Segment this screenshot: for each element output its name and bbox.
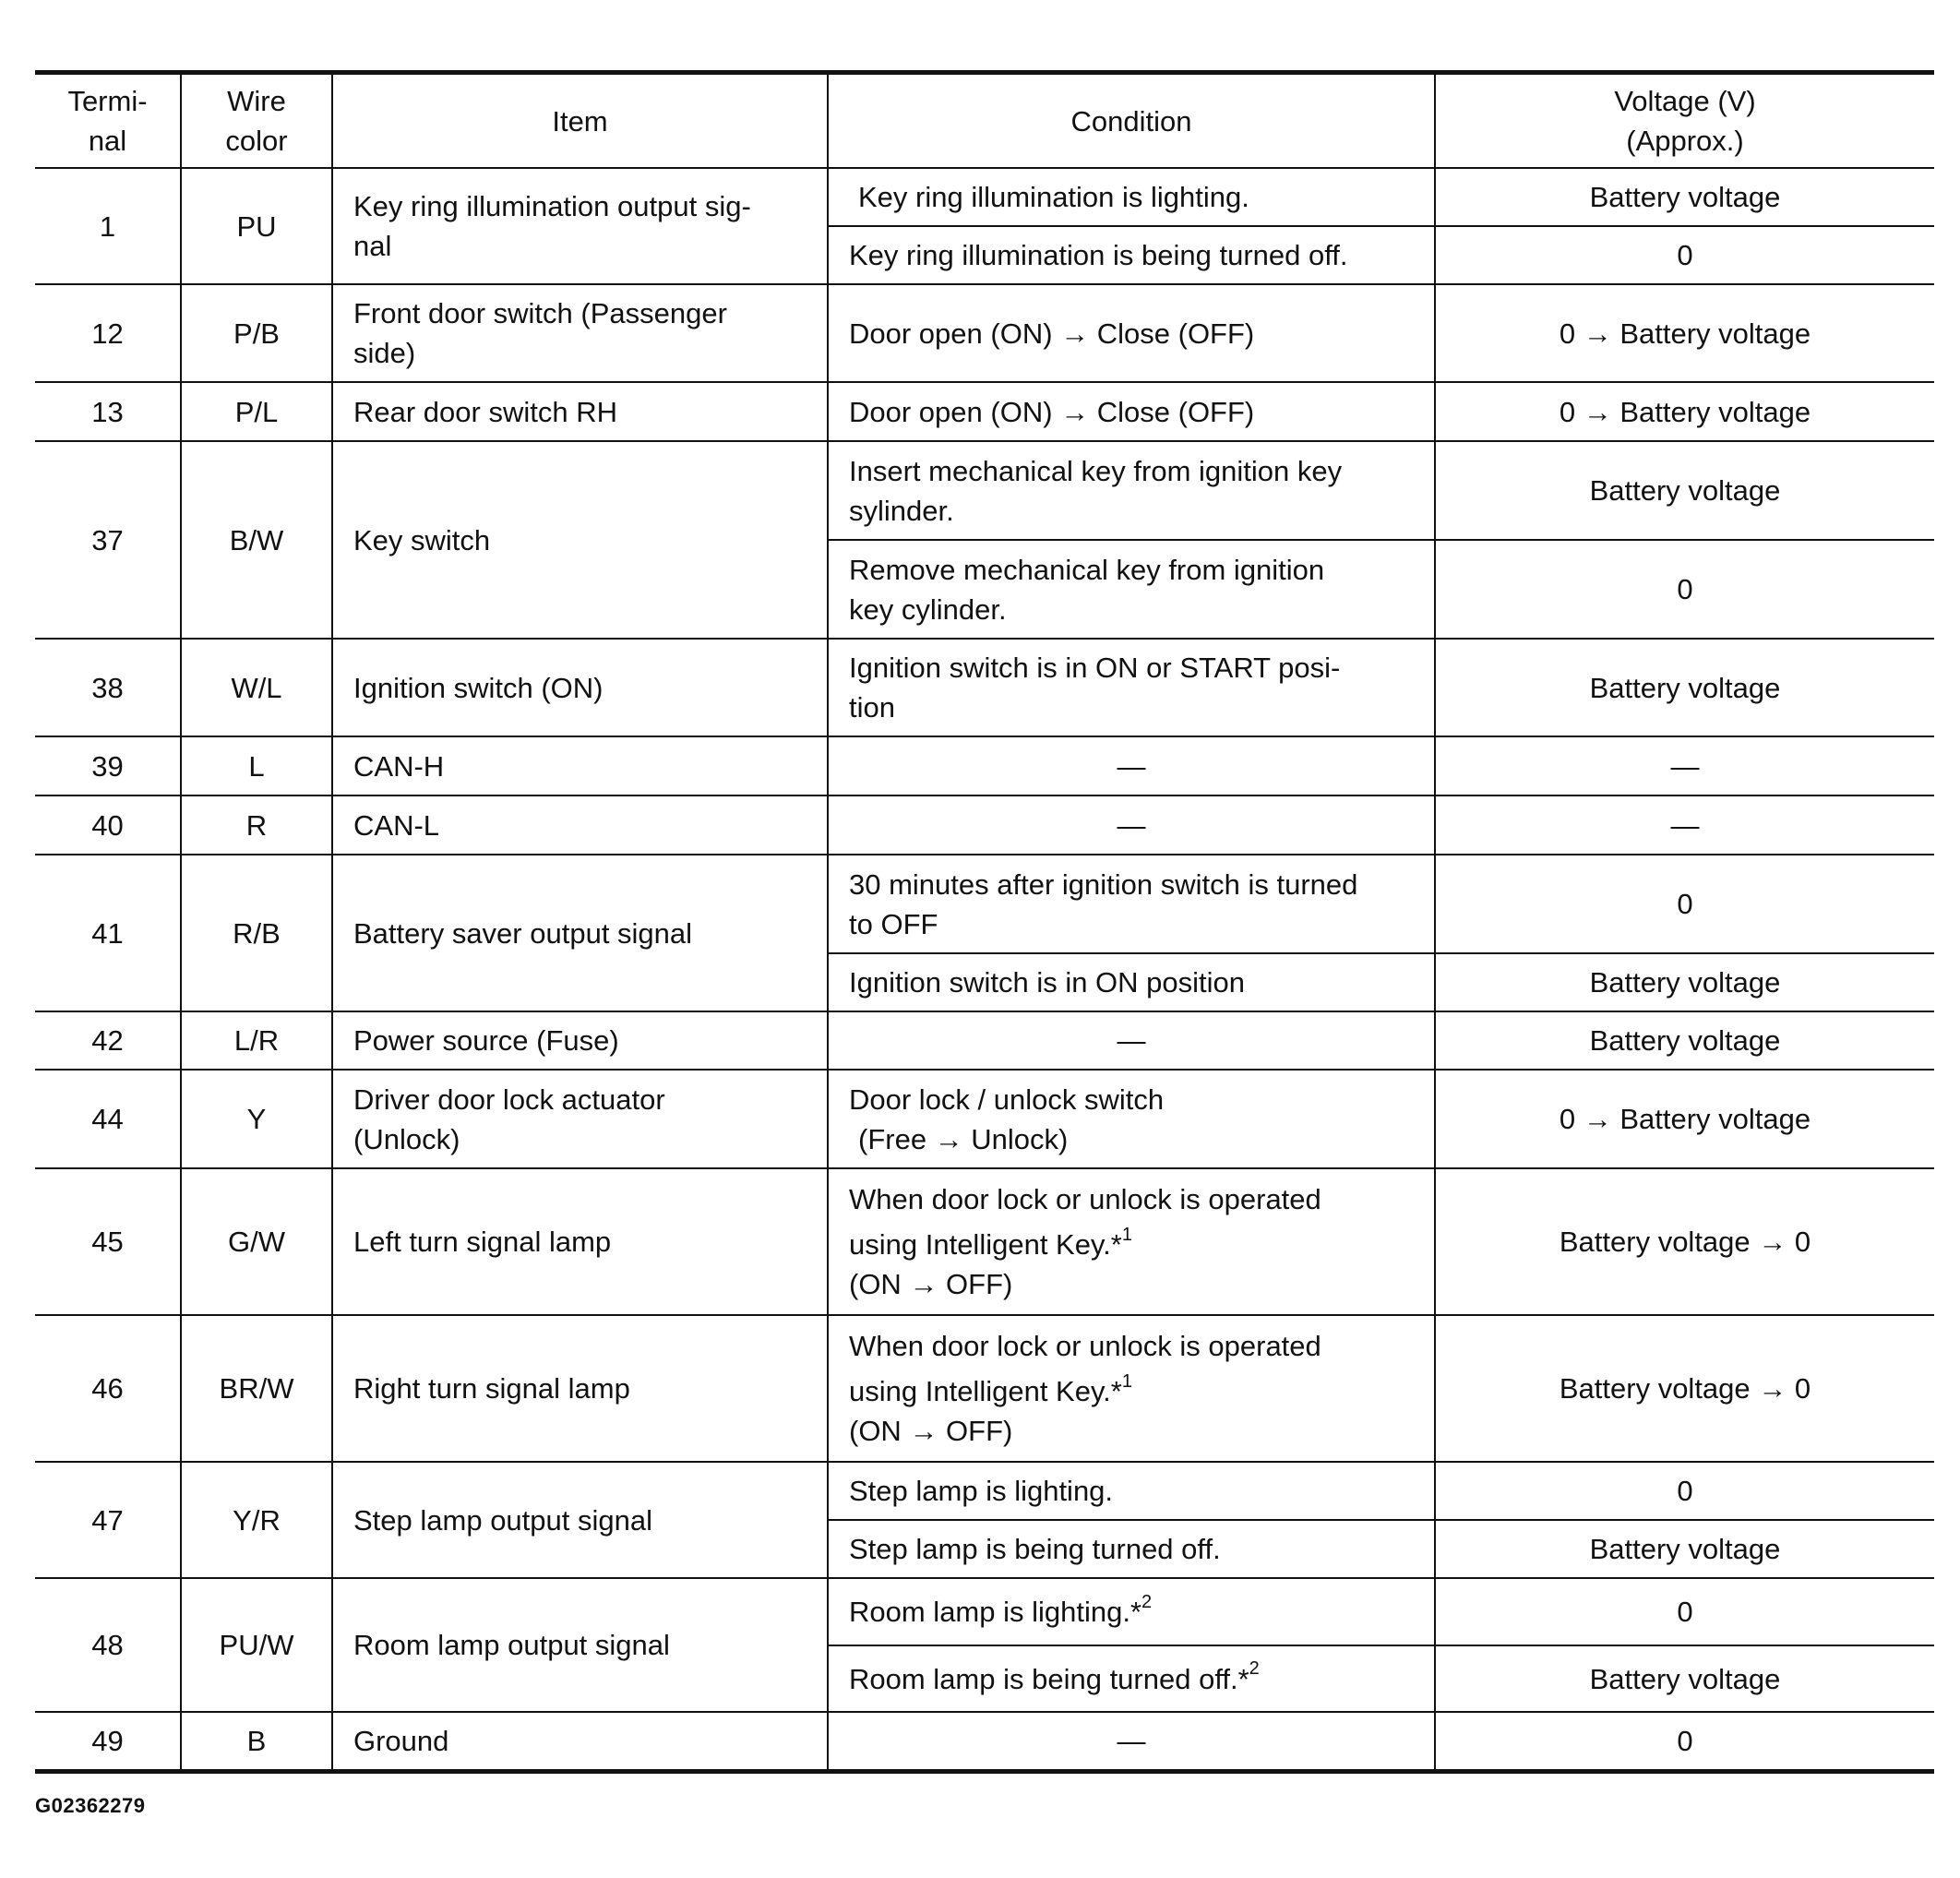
condition-cell: Room lamp is lighting.*$^2$: [828, 1578, 1435, 1645]
terminal-cell: 42: [35, 1011, 181, 1070]
wire-color-cell: Y: [181, 1070, 332, 1168]
wire-color-cell: P/L: [181, 382, 332, 441]
condition-cell: —: [828, 795, 1435, 855]
voltage-cell: 0 → Battery voltage: [1435, 284, 1934, 382]
item-cell: Battery saver output signal: [332, 855, 828, 1011]
terminal-cell: 48: [35, 1578, 181, 1712]
voltage-cell: Battery voltage: [1435, 441, 1934, 540]
wire-color-cell: PU/W: [181, 1578, 332, 1712]
header-item: Item: [332, 73, 828, 169]
table-row: [35, 1462, 1934, 1520]
table-row: [35, 855, 1934, 953]
item-cell: Driver door lock actuator (Unlock): [332, 1070, 828, 1168]
condition-cell: Door open (ON) → Close (OFF): [828, 382, 1435, 441]
wire-color-cell: BR/W: [181, 1315, 332, 1462]
wire-color-cell: PU: [181, 168, 332, 284]
table-row: [35, 639, 1934, 736]
terminal-table: [35, 70, 1934, 1774]
voltage-cell: 0: [1435, 1462, 1934, 1520]
table-row: [35, 1315, 1934, 1462]
table-row: [35, 1712, 1934, 1771]
wire-color-cell: Y/R: [181, 1462, 332, 1578]
footnote-marker: 1: [1121, 1224, 1132, 1245]
item-cell: Power source (Fuse): [332, 1011, 828, 1070]
terminal-cell: 45: [35, 1168, 181, 1315]
item-cell: CAN-H: [332, 736, 828, 795]
condition-cell: When door lock or unlock is operated using Intelligent Key.*$^1$ (ON → OFF): [828, 1315, 1435, 1462]
table-row: [35, 1578, 1934, 1645]
item-cell: CAN-L: [332, 795, 828, 855]
condition-cell: Door open (ON) → Close (OFF): [828, 284, 1435, 382]
condition-cell: —: [828, 736, 1435, 795]
table-row: [35, 1168, 1934, 1315]
item-cell: Rear door switch RH: [332, 382, 828, 441]
wire-color-cell: W/L: [181, 639, 332, 736]
wire-color-cell: P/B: [181, 284, 332, 382]
voltage-cell: 0 → Battery voltage: [1435, 1070, 1934, 1168]
wire-color-cell: L/R: [181, 1011, 332, 1070]
table-row: [35, 736, 1934, 795]
condition-cell: Door lock / unlock switch (Free → Unlock): [828, 1070, 1435, 1168]
wire-color-cell: R/B: [181, 855, 332, 1011]
voltage-cell: Battery voltage → 0: [1435, 1315, 1934, 1462]
condition-cell: 30 minutes after ignition switch is turned to OFF: [828, 855, 1435, 953]
voltage-cell: Battery voltage: [1435, 953, 1934, 1011]
header-row: [35, 73, 1934, 169]
wire-color-cell: B/W: [181, 441, 332, 639]
figure-id: G02362279: [35, 1794, 146, 1817]
terminal-cell: 38: [35, 639, 181, 736]
condition-cell: —: [828, 1011, 1435, 1070]
terminal-cell: 13: [35, 382, 181, 441]
item-cell: Step lamp output signal: [332, 1462, 828, 1578]
voltage-cell: Battery voltage: [1435, 1645, 1934, 1712]
item-cell: Room lamp output signal: [332, 1578, 828, 1712]
voltage-cell: —: [1435, 795, 1934, 855]
terminal-cell: 46: [35, 1315, 181, 1462]
table-row: [35, 1070, 1934, 1168]
terminal-cell: 49: [35, 1712, 181, 1771]
footnote-marker: 2: [1249, 1658, 1260, 1680]
voltage-cell: Battery voltage: [1435, 639, 1934, 736]
voltage-cell: Battery voltage: [1435, 168, 1934, 226]
wire-color-cell: R: [181, 795, 332, 855]
condition-cell: Room lamp is being turned off.*$^2$: [828, 1645, 1435, 1712]
voltage-cell: —: [1435, 736, 1934, 795]
item-cell: Key switch: [332, 441, 828, 639]
item-cell: Key ring illumination output sig- nal: [332, 168, 828, 284]
header-voltage: Voltage (V) (Approx.): [1435, 73, 1934, 169]
terminal-cell: 40: [35, 795, 181, 855]
terminal-cell: 41: [35, 855, 181, 1011]
terminal-cell: 1: [35, 168, 181, 284]
table-row: [35, 168, 1934, 226]
wire-color-cell: G/W: [181, 1168, 332, 1315]
condition-cell: Key ring illumination is lighting.: [828, 168, 1435, 226]
item-cell: Right turn signal lamp: [332, 1315, 828, 1462]
header-wire-color: Wire color: [181, 73, 332, 169]
table-row: [35, 795, 1934, 855]
voltage-cell: Battery voltage: [1435, 1520, 1934, 1578]
table-row: [35, 382, 1934, 441]
voltage-cell: Battery voltage: [1435, 1011, 1934, 1070]
voltage-cell: 0: [1435, 855, 1934, 953]
table-row: [35, 284, 1934, 382]
item-cell: Left turn signal lamp: [332, 1168, 828, 1315]
item-cell: Ignition switch (ON): [332, 639, 828, 736]
condition-cell: Insert mechanical key from ignition key sylinder.: [828, 441, 1435, 540]
terminal-cell: 12: [35, 284, 181, 382]
table-row: [35, 441, 1934, 540]
table-row: [35, 1011, 1934, 1070]
condition-cell: Ignition switch is in ON position: [828, 953, 1435, 1011]
header-condition: Condition: [828, 73, 1435, 169]
header-terminal: Termi- nal: [35, 73, 181, 169]
wire-color-cell: B: [181, 1712, 332, 1771]
condition-cell: Ignition switch is in ON or START posi- tion: [828, 639, 1435, 736]
voltage-cell: 0: [1435, 540, 1934, 639]
condition-cell: Key ring illumination is being turned off.: [828, 226, 1435, 284]
condition-cell: When door lock or unlock is operated using Intelligent Key.*$^1$ (ON → OFF): [828, 1168, 1435, 1315]
voltage-cell: 0: [1435, 1578, 1934, 1645]
terminal-cell: 44: [35, 1070, 181, 1168]
voltage-cell: Battery voltage → 0: [1435, 1168, 1934, 1315]
condition-cell: Step lamp is being turned off.: [828, 1520, 1435, 1578]
condition-cell: Remove mechanical key from ignition key cylinder.: [828, 540, 1435, 639]
terminal-cell: 47: [35, 1462, 181, 1578]
terminal-cell: 37: [35, 441, 181, 639]
item-cell: Front door switch (Passenger side): [332, 284, 828, 382]
voltage-cell: 0: [1435, 226, 1934, 284]
wire-color-cell: L: [181, 736, 332, 795]
footnote-marker: 1: [1121, 1370, 1132, 1392]
condition-cell: Step lamp is lighting.: [828, 1462, 1435, 1520]
condition-cell: —: [828, 1712, 1435, 1771]
terminal-table-sheet: [35, 70, 1934, 1774]
voltage-cell: 0 → Battery voltage: [1435, 382, 1934, 441]
terminal-cell: 39: [35, 736, 181, 795]
footnote-marker: 2: [1141, 1591, 1153, 1612]
voltage-cell: 0: [1435, 1712, 1934, 1771]
item-cell: Ground: [332, 1712, 828, 1771]
